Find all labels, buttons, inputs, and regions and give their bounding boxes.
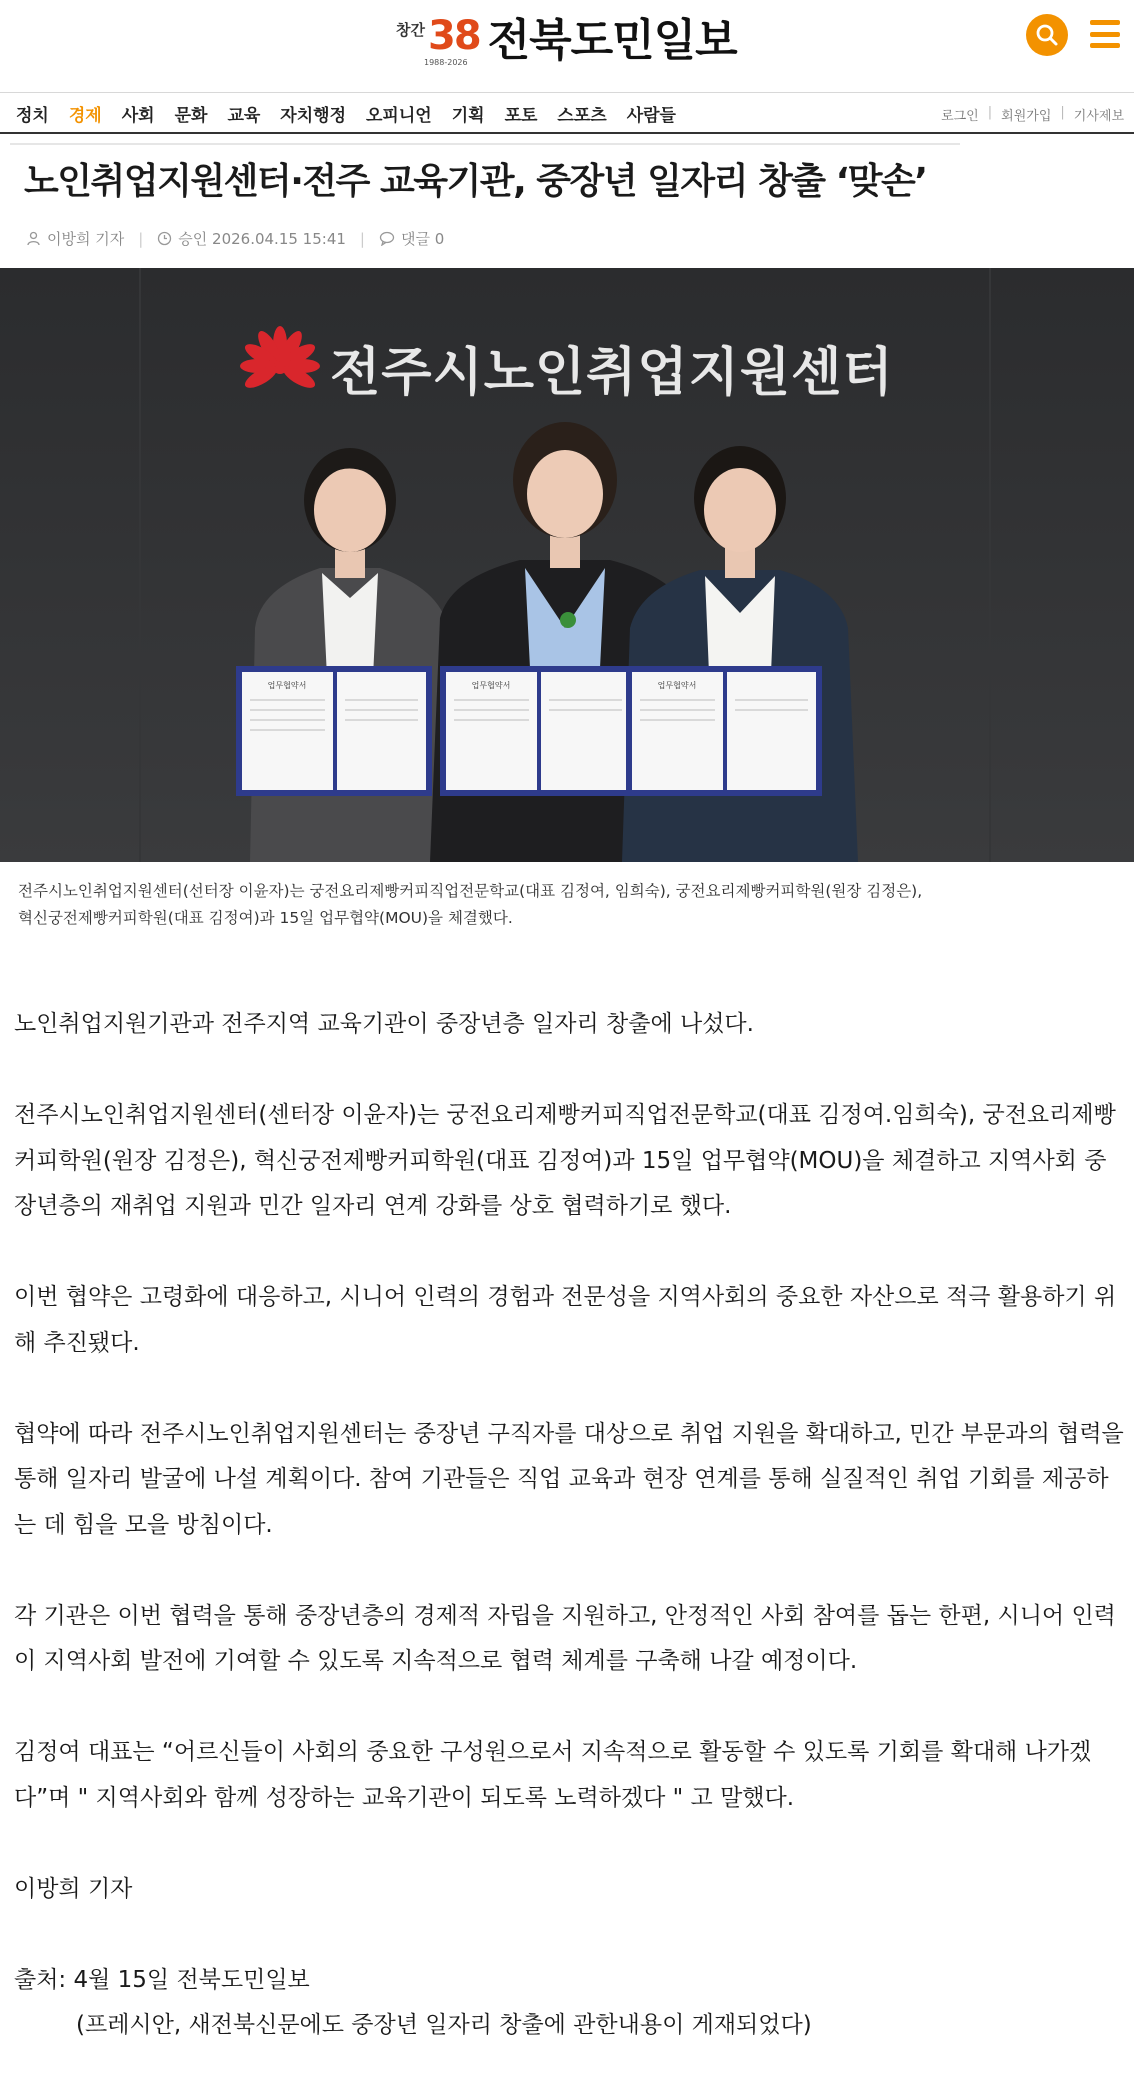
nav-item-sports[interactable]: 스포츠 xyxy=(557,106,607,126)
source-line: 출처: 4월 15일 전북도민일보 xyxy=(14,1966,310,1993)
paragraph-1: 노인취업지원기관과 전주지역 교육기관이 중장년층 일자리 창출에 나섰다. xyxy=(14,1011,754,1037)
comment-icon xyxy=(379,231,395,246)
main-nav xyxy=(0,92,1134,134)
photo-caption xyxy=(18,878,1118,932)
approval-time xyxy=(157,228,346,249)
user-icon xyxy=(26,231,41,246)
approval-text: 승인 2026.04.15 15:41 xyxy=(178,230,346,248)
clock-icon xyxy=(157,231,172,246)
nav-item-economy[interactable]: 경제 xyxy=(68,106,102,126)
nav-item-opinion[interactable]: 오피니언 xyxy=(366,106,432,126)
mou-document-right xyxy=(626,666,822,796)
nav-utility-links xyxy=(941,105,1124,124)
paragraph-2: 전주시노인취업지원센터(센터장 이윤자)는 궁전요리제빵커피직업전문학교(대표 김정여.임희숙), 궁전요리제빵커피학원(원장 김정은), 혁신궁전제빵커피학원(대표 김정여)과 15일 업무협약(MOU)을 체결하고 지역사회 중장년층의 재취업 지원과 민간 일자리 연계 강화를 상호 협력하기로 했다. xyxy=(14,1102,1116,1219)
nav-item-culture[interactable]: 문화 xyxy=(174,106,208,126)
comment-count[interactable] xyxy=(379,228,444,249)
headline-container xyxy=(10,143,960,204)
site-name: 전북도민일보 xyxy=(487,15,737,66)
doc-title-left: 업무협약서 xyxy=(267,681,307,690)
anniversary-badge xyxy=(396,13,480,67)
doc-title-middle: 업무협약서 xyxy=(471,681,511,690)
signup-link[interactable]: 회원가입 xyxy=(1001,109,1052,124)
article-photo xyxy=(0,268,1134,862)
search-icon xyxy=(1035,23,1059,47)
nav-item-society[interactable]: 사회 xyxy=(121,106,155,126)
paragraph-5: 각 기관은 이번 협력을 통해 중장년층의 경제적 자립을 지원하고, 안정적인 사회 참여를 돕는 한편, 시니어 인력이 지역사회 발전에 기여할 수 있도록 지속적으로 협력 체계를 구축해 나갈 예정이다. xyxy=(14,1602,1116,1674)
author-info xyxy=(26,228,124,249)
doc-title-right: 업무협약서 xyxy=(657,681,697,690)
nav-item-education[interactable]: 교육 xyxy=(227,106,261,126)
mou-document-left xyxy=(236,666,432,796)
source-note: (프레시안, 새전북신문에도 중장년 일자리 창출에 관한내용이 게재되었다) xyxy=(76,2012,812,2038)
mou-document-middle xyxy=(440,666,636,796)
meta-divider: | xyxy=(359,229,365,248)
paragraph-3: 이번 협약은 고령화에 대응하고, 시니어 인력의 경험과 전문성을 지역사회의 중요한 자산으로 적극 활용하기 위해 추진됐다. xyxy=(14,1284,1117,1356)
site-logo[interactable] xyxy=(396,10,737,67)
anniversary-number: 38 xyxy=(427,13,480,59)
nav-item-local-government[interactable]: 자치행정 xyxy=(280,106,346,126)
mou-ceremony-photo xyxy=(0,268,1134,862)
login-link[interactable]: 로그인 xyxy=(941,109,979,124)
nav-items xyxy=(16,101,696,126)
util-divider: | xyxy=(987,105,993,120)
center-sign-text: 전주시노인취업지원센터 xyxy=(330,343,894,403)
comment-text: 댓글 0 xyxy=(400,230,445,248)
nav-item-feature[interactable]: 기획 xyxy=(451,106,485,126)
caption-line-2: 혁신궁전제빵커피학원(대표 김정여)과 15일 업무협약(MOU)을 체결했다. xyxy=(18,909,513,927)
nav-item-people[interactable]: 사람들 xyxy=(626,106,676,126)
paragraph-6: 김정여 대표는 “어르신들이 사회의 중요한 구성원으로서 지속적으로 활동할 수 있도록 기회를 확대해 나가겠다”며 " 지역사회와 함께 성장하는 교육기관이 되도록 노력하겠다 " 고 말했다. xyxy=(14,1739,1092,1811)
meta-divider: | xyxy=(138,229,144,248)
article-meta xyxy=(26,228,444,249)
caption-line-1: 전주시노인취업지원센터(선터장 이윤자)는 궁전요리제빵커피직업전문학교(대표 김정여, 임희숙), 궁전요리제빵커피학원(원장 김정은), xyxy=(18,882,923,900)
search-button[interactable] xyxy=(1026,14,1068,56)
util-divider: | xyxy=(1060,105,1065,120)
nav-item-photo[interactable]: 포토 xyxy=(504,106,538,126)
author-name: 이방희 기자 xyxy=(47,230,125,248)
report-link[interactable]: 기사제보 xyxy=(1073,109,1124,124)
byline: 이방희 기자 xyxy=(14,1875,133,1902)
article-body xyxy=(14,1002,1124,2049)
article-headline: 노인취업지원센터·전주 교육기관, 중장년 일자리 창출 ‘맞손’ xyxy=(24,161,927,202)
anniversary-label: 창간 xyxy=(396,21,425,39)
anniversary-years: 1988-2026 xyxy=(424,58,468,67)
nav-item-politics[interactable]: 정치 xyxy=(16,106,49,126)
menu-icon[interactable] xyxy=(1090,20,1120,48)
site-header xyxy=(0,0,1134,90)
paragraph-4: 협약에 따라 전주시노인취업지원센터는 중장년 구직자를 대상으로 취업 지원을 확대하고, 민간 부문과의 협력을 통해 일자리 발굴에 나설 계획이다. 참여 기관들은 직업 교육과 현장 연계를 통해 실질적인 취업 기회를 제공하는 데 힘을 모을 방침이다. xyxy=(14,1420,1124,1538)
